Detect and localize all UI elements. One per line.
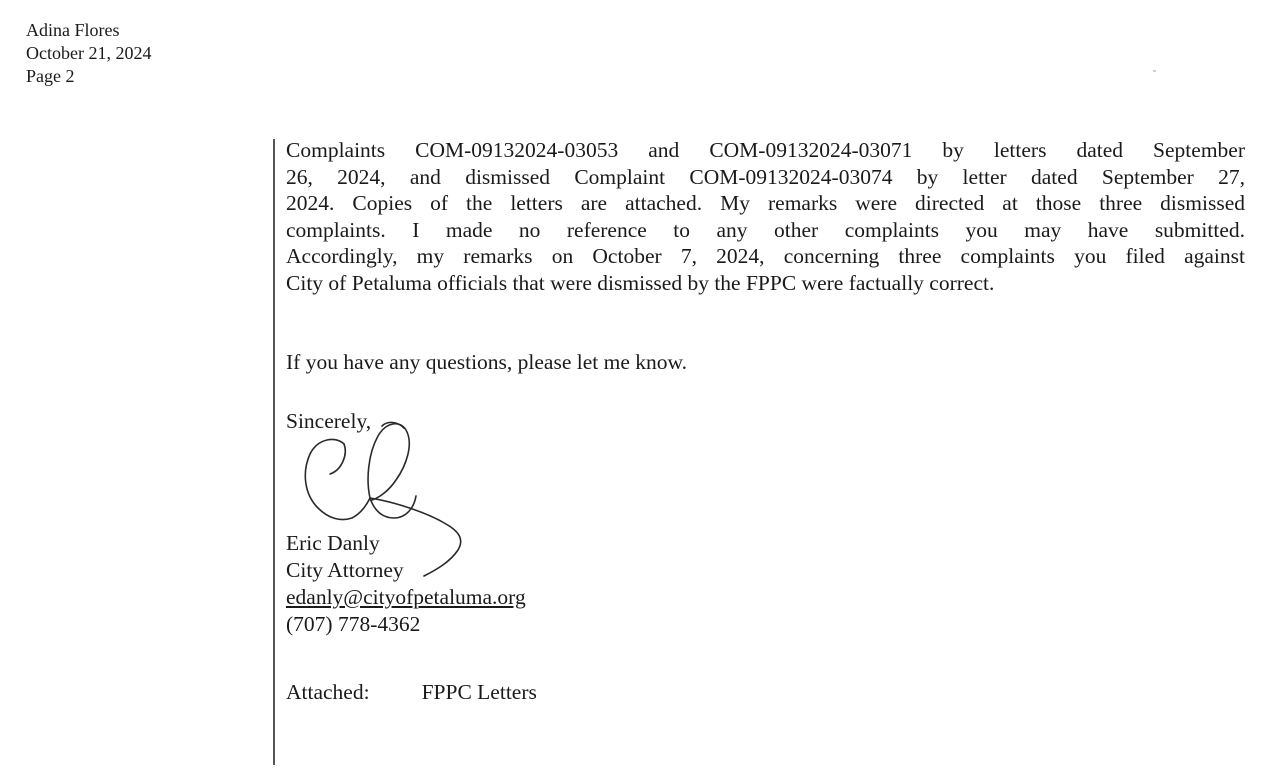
paragraph-line: Complaints COM-09132024-03053 and COM-09132024-03071 by letters dated September (286, 138, 1245, 162)
margin-rule (273, 139, 275, 765)
signature-block (286, 530, 526, 638)
paragraph-line: City of Petaluma officials that were dismissed by the FPPC were factually correct. (286, 270, 995, 295)
signer-name: Eric Danly (286, 531, 380, 555)
closing-line: If you have any questions, please let me know. (286, 350, 688, 374)
letter-body (286, 137, 1245, 296)
paragraph-line: 26, 2024, and dismissed Complaint COM-09132024-03074 by letter dated September 27, (286, 164, 1245, 189)
letter-header (26, 19, 151, 88)
attachments-label: Attached: (286, 680, 370, 704)
recipient-name: Adina Flores (26, 20, 120, 40)
salutation: Sincerely, (286, 409, 372, 433)
scan-speck (1153, 70, 1156, 72)
attachments-line (286, 679, 537, 706)
paragraph-line: 2024. Copies of the letters are attached. My remarks were directed at those three dismissed (286, 191, 1245, 215)
body-paragraph (286, 137, 1245, 296)
signer-title: City Attorney (286, 558, 404, 582)
letter-date: October 21, 2024 (26, 43, 152, 63)
paragraph-line: Accordingly, my remarks on October 7, 2024, concerning three complaints you filed against (286, 244, 1245, 268)
signer-phone: (707) 778-4362 (286, 612, 421, 636)
signer-email-link[interactable]: edanly@cityofpetaluma.org (286, 585, 526, 609)
paragraph-line: complaints. I made no reference to any other complaints you may have submitted. (286, 217, 1245, 242)
attachments-value: FPPC Letters (421, 680, 537, 704)
page-number: Page 2 (26, 66, 75, 86)
